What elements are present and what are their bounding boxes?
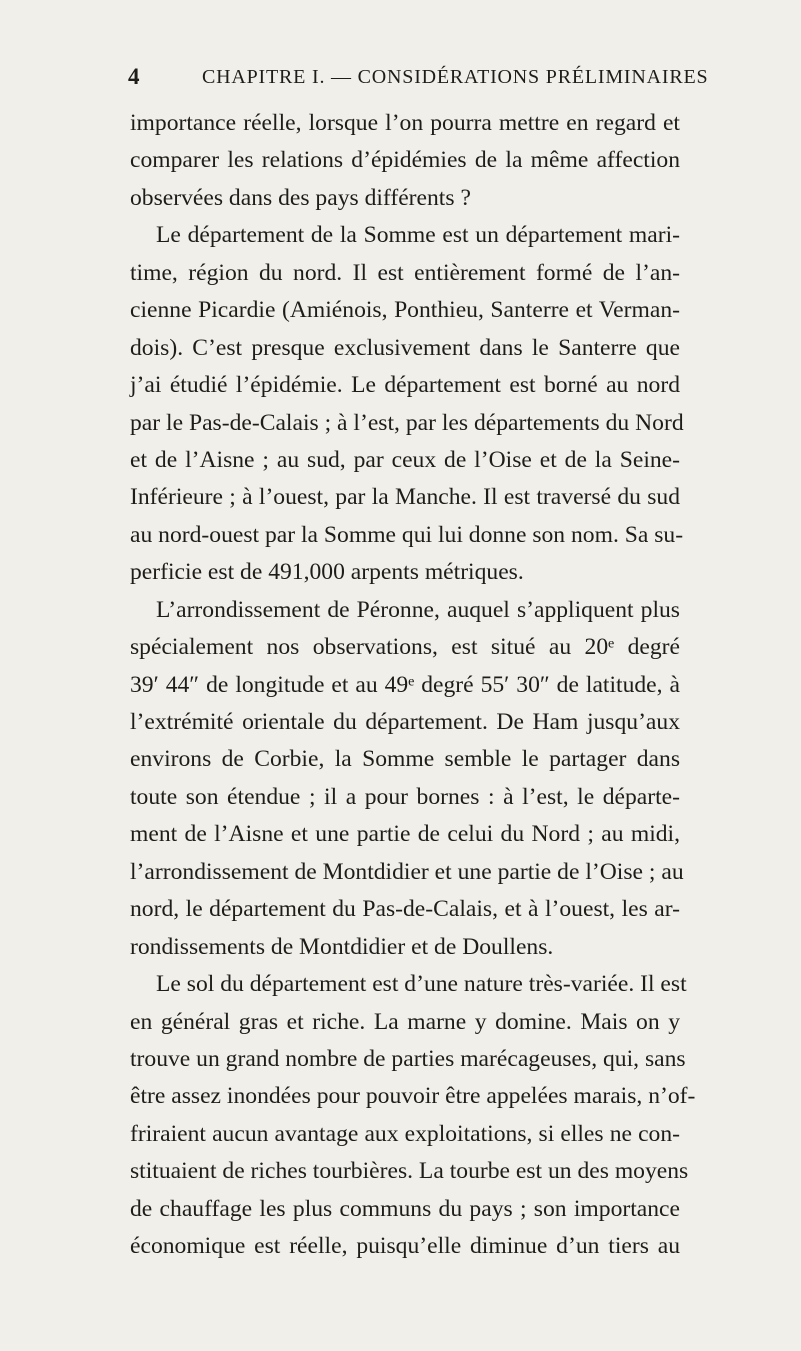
text-line: ment de l’Aisne et une partie de celui du Nord ; au midi, (130, 821, 680, 848)
text-line: de chauffage les plus communs du pays ; son importance (130, 1195, 680, 1222)
text-line: observées dans des pays différents ? (130, 184, 471, 211)
text-line: friraient aucun avantage aux exploitations, si elles ne con- (130, 1120, 680, 1147)
running-title: CHAPITRE I. — CONSIDÉRATIONS PRÉLIMINAIRES (202, 66, 709, 88)
text-line: 39′ 44″ de longitude et au 49ᵉ degré 55′ 30″ de latitude, à (130, 671, 680, 698)
text-line: cienne Picardie (Amiénois, Ponthieu, Santerre et Verman- (130, 297, 680, 324)
text-line: économique est réelle, puisqu’elle diminue d’un tiers au (130, 1233, 680, 1260)
text-line: L’arrondissement de Péronne, auquel s’appliquent plus (156, 596, 680, 623)
text-line: importance réelle, lorsque l’on pourra mettre en regard et (130, 110, 680, 136)
text-line: spécialement nos observations, est situé au 20ᵉ degré (130, 634, 680, 661)
text-line: et de l’Aisne ; au sud, par ceux de l’Oise et de la Seine- (130, 446, 680, 473)
text-line: environs de Corbie, la Somme semble le partager dans (130, 746, 680, 773)
page-number: 4 (128, 64, 140, 89)
text-line: toute son étendue ; il a pour bornes : à l’est, le départe- (130, 783, 680, 810)
text-line: en général gras et riche. La marne y domine. Mais on y (130, 1008, 680, 1035)
text-line: au nord-ouest par la Somme qui lui donne son nom. Sa su- (130, 521, 684, 548)
text-line: comparer les relations d’épidémies de la même affection (130, 147, 680, 174)
text-line: trouve un grand nombre de parties marécageuses, qui, sans (130, 1045, 686, 1072)
text-line: stituaient de riches tourbières. La tourbe est un des moyens (130, 1158, 689, 1185)
page-header (128, 64, 709, 96)
text-line: par le Pas-de-Calais ; à l’est, par les départements du Nord (130, 409, 684, 436)
text-line: time, région du nord. Il est entièrement formé de l’an- (130, 259, 680, 286)
text-line: Le sol du département est d’une nature très-variée. Il est (156, 971, 687, 998)
body-text (130, 105, 696, 1266)
text-line: nord, le département du Pas-de-Calais, et à l’ouest, les ar- (130, 896, 680, 923)
text-line: Inférieure ; à l’ouest, par la Manche. Il est traversé du sud (130, 484, 680, 511)
text-line: rondissements de Montdidier et de Doullens. (130, 933, 554, 960)
text-line: l’arrondissement de Montdidier et une partie de l’Oise ; au (130, 858, 684, 885)
text-line: dois). C’est presque exclusivement dans le Santerre que (130, 334, 680, 361)
text-line: l’extrémité orientale du département. De Ham jusqu’aux (130, 709, 680, 735)
text-line: perficie est de 491,000 arpents métriques. (130, 559, 524, 586)
text-line: j’ai étudié l’épidémie. Le département est borné au nord (130, 372, 680, 399)
text-line: être assez inondées pour pouvoir être appelées marais, n’of- (130, 1083, 696, 1110)
text-line: Le département de la Somme est un département mari- (156, 222, 680, 249)
